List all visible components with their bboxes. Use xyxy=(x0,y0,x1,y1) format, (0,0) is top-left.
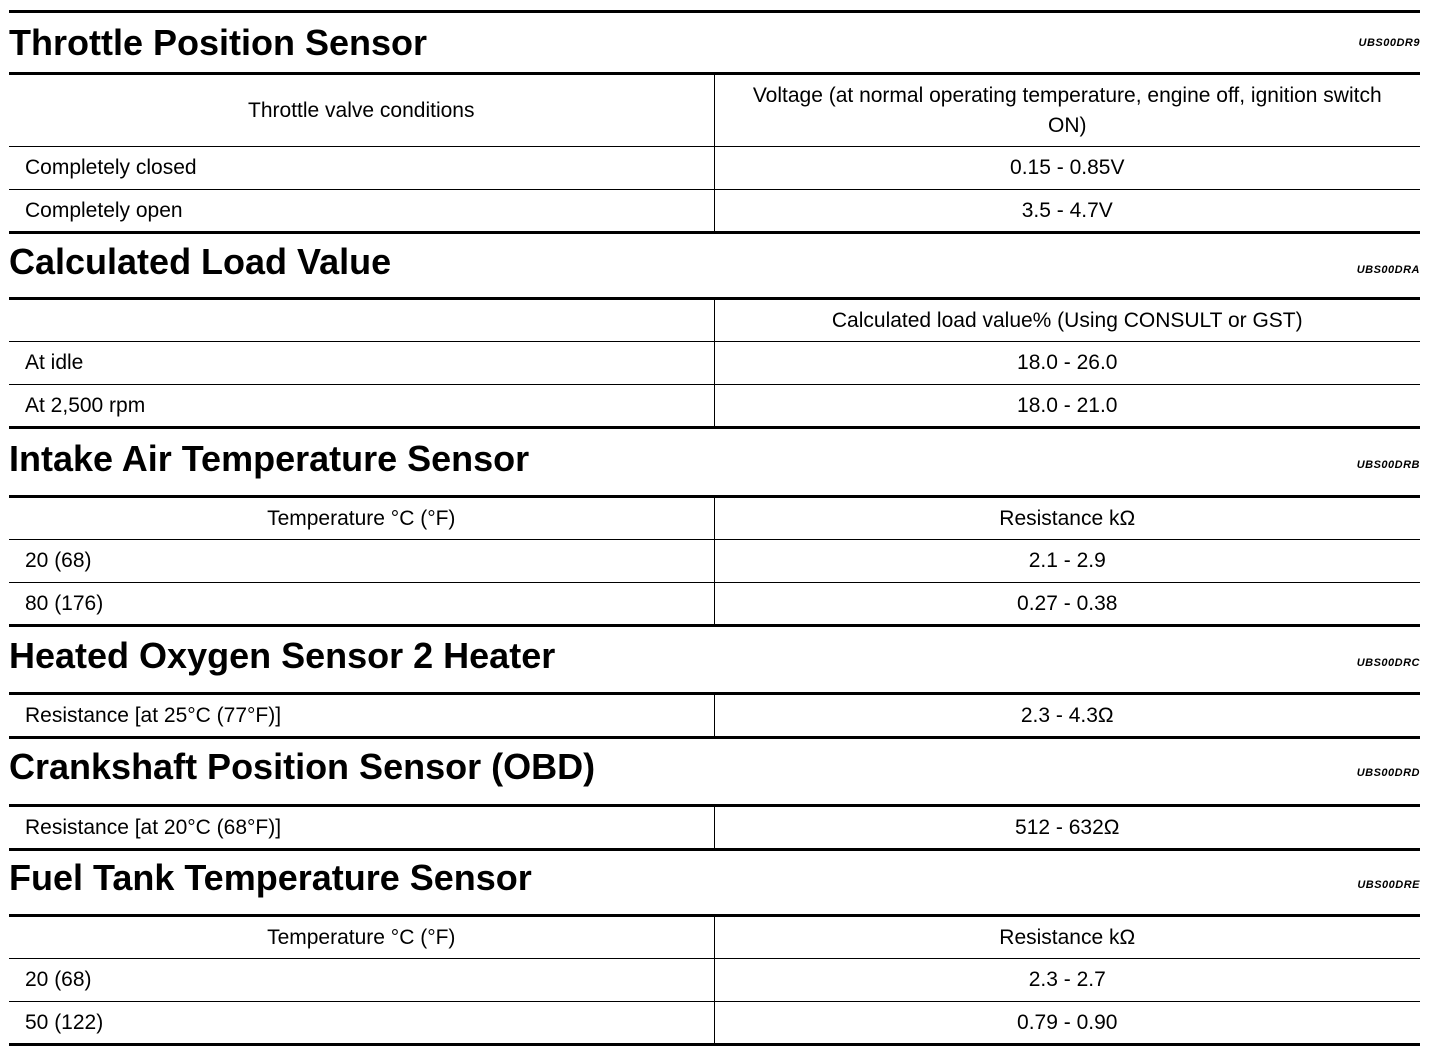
condition-cell: At idle xyxy=(9,342,714,385)
table-header-row xyxy=(9,916,1420,959)
header-cell xyxy=(9,299,714,342)
section-title: Intake Air Temperature Sensor xyxy=(9,438,530,479)
section-code: UBS00DRB xyxy=(1356,459,1420,471)
value-cell: 512 - 632Ω xyxy=(714,806,1420,850)
header-cell: Resistance kΩ xyxy=(714,916,1420,959)
condition-cell: At 2,500 rpm xyxy=(9,385,714,428)
condition-cell: 80 (176) xyxy=(9,583,714,626)
condition-cell: Resistance [at 20°C (68°F)] xyxy=(9,806,714,850)
value-cell: 18.0 - 26.0 xyxy=(714,342,1420,385)
condition-cell: 20 (68) xyxy=(9,540,714,583)
table-row xyxy=(9,540,1420,583)
table-header-row xyxy=(9,299,1420,342)
section-rule xyxy=(9,10,1420,13)
table-row xyxy=(9,806,1420,850)
header-cell: Temperature °C (°F) xyxy=(9,497,714,540)
table-header-row xyxy=(9,74,1420,147)
condition-cell: 20 (68) xyxy=(9,959,714,1002)
value-cell: 0.79 - 0.90 xyxy=(714,1002,1420,1045)
header-cell: Calculated load value% (Using CONSULT or GST) xyxy=(714,299,1420,342)
section-code: UBS00DRA xyxy=(1356,264,1420,276)
header-cell: Temperature °C (°F) xyxy=(9,916,714,959)
value-cell: 2.1 - 2.9 xyxy=(714,540,1420,583)
table-row xyxy=(9,190,1420,233)
section-code: UBS00DR9 xyxy=(1358,37,1420,49)
section-code: UBS00DRD xyxy=(1356,767,1420,779)
value-cell: 2.3 - 4.3Ω xyxy=(714,694,1420,738)
value-cell: 0.15 - 0.85V xyxy=(714,147,1420,190)
value-cell: 2.3 - 2.7 xyxy=(714,959,1420,1002)
table-row xyxy=(9,342,1420,385)
spec-table xyxy=(9,72,1420,234)
section-title: Calculated Load Value xyxy=(9,241,392,282)
spec-table xyxy=(9,297,1420,429)
spec-table xyxy=(9,495,1420,627)
spec-table xyxy=(9,804,1420,851)
value-cell: 18.0 - 21.0 xyxy=(714,385,1420,428)
table-row xyxy=(9,385,1420,428)
condition-cell: Resistance [at 25°C (77°F)] xyxy=(9,694,714,738)
table-row xyxy=(9,583,1420,626)
table-row xyxy=(9,147,1420,190)
section-title: Fuel Tank Temperature Sensor xyxy=(9,857,532,898)
value-cell: 3.5 - 4.7V xyxy=(714,190,1420,233)
section-title: Crankshaft Position Sensor (OBD) xyxy=(9,746,596,787)
header-cell: Resistance kΩ xyxy=(714,497,1420,540)
table-row xyxy=(9,694,1420,738)
value-cell: 0.27 - 0.38 xyxy=(714,583,1420,626)
section-title: Throttle Position Sensor xyxy=(9,22,428,63)
spec-table xyxy=(9,914,1420,1046)
spec-table xyxy=(9,692,1420,739)
header-cell: Voltage (at normal operating temperature, engine off, ignition switch ON) xyxy=(714,74,1420,147)
section-code: UBS00DRE xyxy=(1357,879,1420,891)
table-header-row xyxy=(9,497,1420,540)
table-row xyxy=(9,959,1420,1002)
table-row xyxy=(9,1002,1420,1045)
header-cell: Throttle valve conditions xyxy=(9,74,714,147)
condition-cell: Completely closed xyxy=(9,147,714,190)
condition-cell: Completely open xyxy=(9,190,714,233)
condition-cell: 50 (122) xyxy=(9,1002,714,1045)
section-code: UBS00DRC xyxy=(1356,657,1420,669)
section-title: Heated Oxygen Sensor 2 Heater xyxy=(9,635,556,676)
